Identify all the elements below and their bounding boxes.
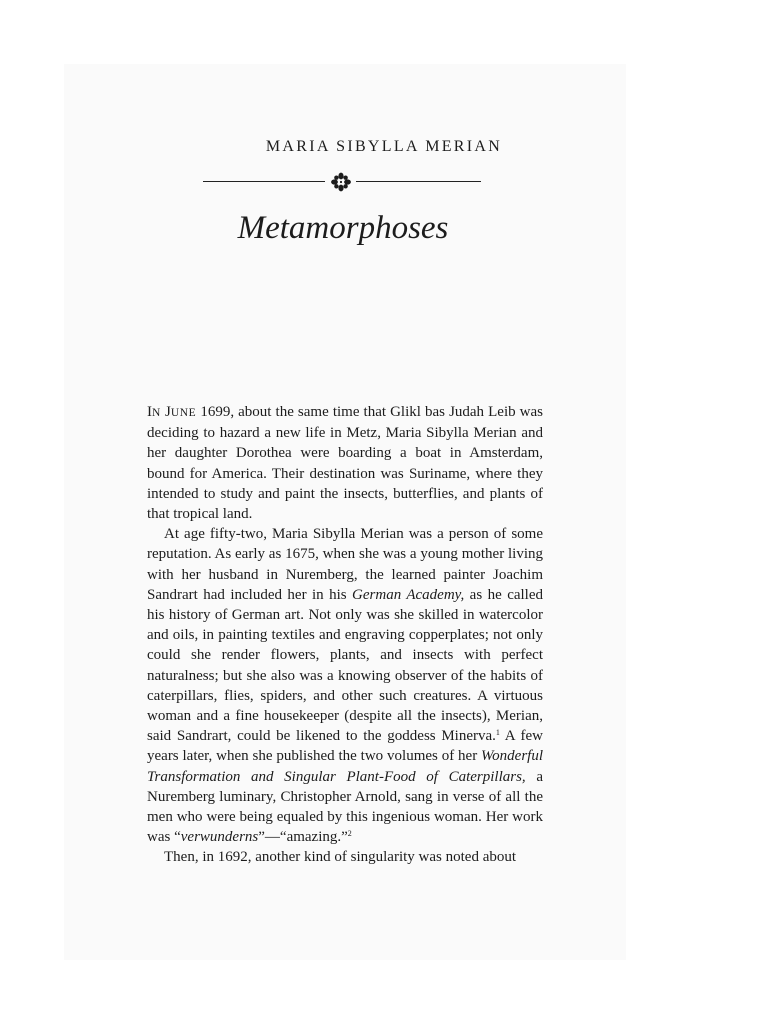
ornament-rule-right: [356, 181, 481, 182]
foreign-word: verwunderns: [180, 829, 259, 846]
footnote-marker: 2: [347, 829, 352, 839]
chapter-title: Metamorphoses: [237, 210, 449, 246]
floral-ornament-icon: [330, 172, 352, 192]
paragraph-text: ”—“amazing.”: [258, 829, 348, 846]
body-text: [147, 402, 543, 868]
paragraph-text: At age fifty-two, Maria Sibylla Merian was a person of some reputation. As early as 1675, when she was a young mother living with her husband in Nuremberg, the learned painter Joachim Sandrart had included her in his: [147, 526, 543, 603]
paragraph-text: Then, in 1692, another kind of singularity was noted about: [164, 849, 517, 866]
lead-initial: J: [164, 404, 171, 420]
author-name: MARIA SIBYLLA MERIAN: [265, 138, 503, 155]
ornament-rule-left: [203, 181, 325, 182]
book-title: German Academy,: [352, 586, 465, 603]
paragraph-2: [147, 524, 543, 847]
book-title: Wonderful Transformation and Singular Plant-Food of Caterpillars,: [147, 748, 543, 785]
paragraph-text: as he called his history of German art. Not only was she skilled in watercolor and oils, in painting textiles and engraving copperplates; not only could she render flowers, plants, and insects with perfect naturalness; but she also was a knowing observer of the habits of caterpillars, flies, spiders, and other such creatures. A virtuous woman and a fine housekeeper (despite all the insects), Merian, said Sandrart, could be likened to the goddess Minerva.: [147, 586, 543, 745]
title-ornament: [203, 172, 483, 192]
lead-initial: I: [147, 404, 152, 420]
paragraph-text: a Nuremberg luminary, Christopher Arnold, sang in verse of all the men who were being equaled by this ingenious woman. Her work was “: [147, 768, 543, 846]
paragraph-text: A few years later, when she published the two volumes of her: [147, 728, 543, 765]
lead-smallcaps: N: [152, 407, 161, 419]
paragraph-1: [147, 402, 543, 524]
paragraph-3: [147, 847, 543, 867]
footnote-marker: 1: [495, 728, 500, 738]
lead-smallcaps: UNE: [170, 407, 197, 419]
paragraph-text: 1699, about the same time that Glikl bas Judah Leib was deciding to hazard a new life in Metz, Maria Sibylla Merian and her daughter Dorothea were boarding a boat in Amsterdam, bound for America. Their destination was Suriname, where they intended to study and paint the insects, butterflies, and plants of that tropical land.: [147, 404, 544, 523]
